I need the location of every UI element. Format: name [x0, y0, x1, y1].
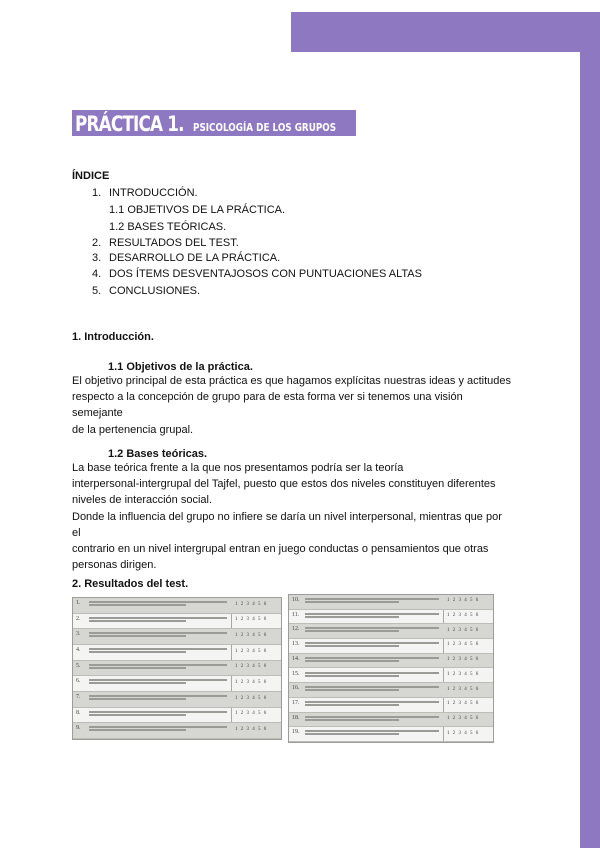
section-1-2-heading: 1.2 Bases teóricas.	[108, 448, 208, 460]
item-number: 9.	[76, 725, 81, 732]
index-item-1: 1. INTRODUCCIÓN.	[92, 187, 198, 199]
index-item-3: 3. DESARROLLO DE LA PRÁCTICA.	[92, 252, 281, 264]
item-number: 1.	[76, 600, 81, 606]
rating-scale: 1 2 3 4 5 6	[235, 601, 268, 607]
index-item-5: 5. CONCLUSIONES.	[92, 285, 201, 297]
rating-scale: 1 2 3 4 5 6	[447, 730, 480, 736]
item-text-blurred	[305, 597, 439, 604]
rating-scale: 1 2 3 4 5 6	[447, 598, 480, 604]
item-text-blurred	[305, 612, 439, 619]
table-row	[73, 723, 281, 739]
item-text-blurred	[89, 725, 227, 732]
item-number: 14.	[292, 655, 300, 662]
item-number: 15.	[292, 670, 300, 677]
item-text-blurred	[89, 663, 227, 670]
item-number: 4.	[76, 647, 81, 653]
table-row	[289, 727, 493, 742]
item-text-blurred	[305, 729, 439, 736]
side-decorative-band	[580, 52, 600, 848]
table-row	[289, 698, 493, 713]
rating-scale: 1 2 3 4 5 6	[447, 671, 480, 677]
table-row	[289, 595, 493, 610]
item-text-blurred	[305, 656, 439, 663]
top-decorative-band	[291, 12, 600, 52]
item-text-blurred	[305, 685, 439, 692]
rating-scale: 1 2 3 4 5 6	[447, 657, 480, 663]
table-row	[73, 614, 281, 630]
section-1-2-body: La base teórica frente a la que nos presentamos podría ser la teoría interpersonal-intergrupal del Tajfel, puesto que estos dos niveles constituyen diferentes niveles de interacción social. Donde la influencia del grupo no infiere se daría un nivel interpersonal, mientras que por el contrario en un nivel intergrupal entran en juego conductas o pensamientos que otras personas dirigen.	[72, 462, 502, 572]
section-2-heading: 2. Resultados del test.	[72, 578, 189, 590]
section-1-heading: 1. Introducción.	[72, 331, 154, 343]
index-heading: ÍNDICE	[72, 170, 110, 182]
item-number: 7.	[76, 694, 81, 700]
item-text-blurred	[305, 626, 439, 633]
rating-scale: 1 2 3 4 5 6	[447, 701, 480, 707]
item-text-blurred	[305, 671, 439, 678]
rating-scale: 1 2 3 4 5 6	[447, 715, 480, 721]
rating-scale: 1 2 3 4 5 6	[235, 695, 268, 701]
item-number: 6.	[76, 678, 81, 685]
rating-scale: 1 2 3 4 5 6	[447, 613, 480, 619]
section-1-1-body: El objetivo principal de esta práctica es que hagamos explícitas nuestras ideas y actitudes respecto a la concepción de grupo para de esta forma ver si tenemos una visión semejante de la pertenencia grupal.	[72, 375, 512, 436]
item-number: 11.	[292, 611, 300, 618]
table-row	[289, 713, 493, 728]
rating-scale: 1 2 3 4 5 6	[235, 680, 268, 686]
page-subtitle: PSICOLOGÍA DE LOS GRUPOS	[193, 121, 337, 134]
item-number: 8.	[76, 709, 81, 716]
page-title: PRÁCTICA 1.	[75, 112, 184, 136]
table-row	[289, 610, 493, 625]
item-number: 2.	[76, 615, 81, 622]
rating-scale: 1 2 3 4 5 6	[235, 664, 268, 670]
item-number: 5.	[76, 662, 81, 669]
section-1-1-heading: 1.1 Objetivos de la práctica.	[108, 361, 253, 373]
index-item-4: 4. DOS ÍTEMS DESVENTAJOSOS CON PUNTUACIONES ALTAS	[92, 268, 422, 280]
table-row	[73, 708, 281, 724]
title-banner	[72, 110, 356, 136]
item-text-blurred	[89, 600, 227, 607]
rating-scale: 1 2 3 4 5 6	[447, 686, 480, 692]
rating-scale: 1 2 3 4 5 6	[235, 633, 268, 639]
table-row	[73, 676, 281, 692]
item-text-blurred	[89, 678, 227, 685]
table-row	[289, 624, 493, 639]
table-row	[73, 645, 281, 661]
item-text-blurred	[305, 641, 439, 648]
index-item-1-2: 1.2 BASES TEÓRICAS.	[109, 221, 227, 233]
item-text-blurred	[305, 700, 439, 707]
table-row	[289, 654, 493, 669]
table-row	[73, 692, 281, 708]
rating-scale: 1 2 3 4 5 6	[235, 711, 268, 717]
rating-scale: 1 2 3 4 5 6	[447, 642, 480, 648]
table-row	[73, 598, 281, 614]
item-number: 10.	[292, 597, 300, 603]
item-number: 13.	[292, 641, 300, 648]
item-number: 19.	[292, 729, 300, 736]
item-number: 17.	[292, 699, 300, 706]
test-results-scan-right	[288, 594, 494, 743]
table-row	[289, 683, 493, 698]
rating-scale: 1 2 3 4 5 6	[235, 648, 268, 654]
test-results-scan-left	[72, 597, 282, 740]
item-number: 18.	[292, 714, 300, 721]
table-row	[289, 669, 493, 684]
item-number: 12.	[292, 626, 300, 633]
table-row	[289, 639, 493, 654]
item-text-blurred	[89, 647, 227, 654]
table-row	[73, 629, 281, 645]
item-text-blurred	[89, 710, 227, 717]
rating-scale: 1 2 3 4 5 6	[447, 627, 480, 633]
item-number: 3.	[76, 631, 81, 638]
rating-scale: 1 2 3 4 5 6	[235, 727, 268, 733]
index-item-1-1: 1.1 OBJETIVOS DE LA PRÁCTICA.	[109, 204, 286, 216]
item-text-blurred	[89, 631, 227, 638]
item-text-blurred	[89, 616, 227, 623]
item-text-blurred	[89, 694, 227, 701]
table-row	[73, 661, 281, 677]
index-item-2: 2. RESULTADOS DEL TEST.	[92, 237, 239, 249]
rating-scale: 1 2 3 4 5 6	[235, 617, 268, 623]
item-text-blurred	[305, 715, 439, 722]
item-number: 16.	[292, 685, 300, 692]
